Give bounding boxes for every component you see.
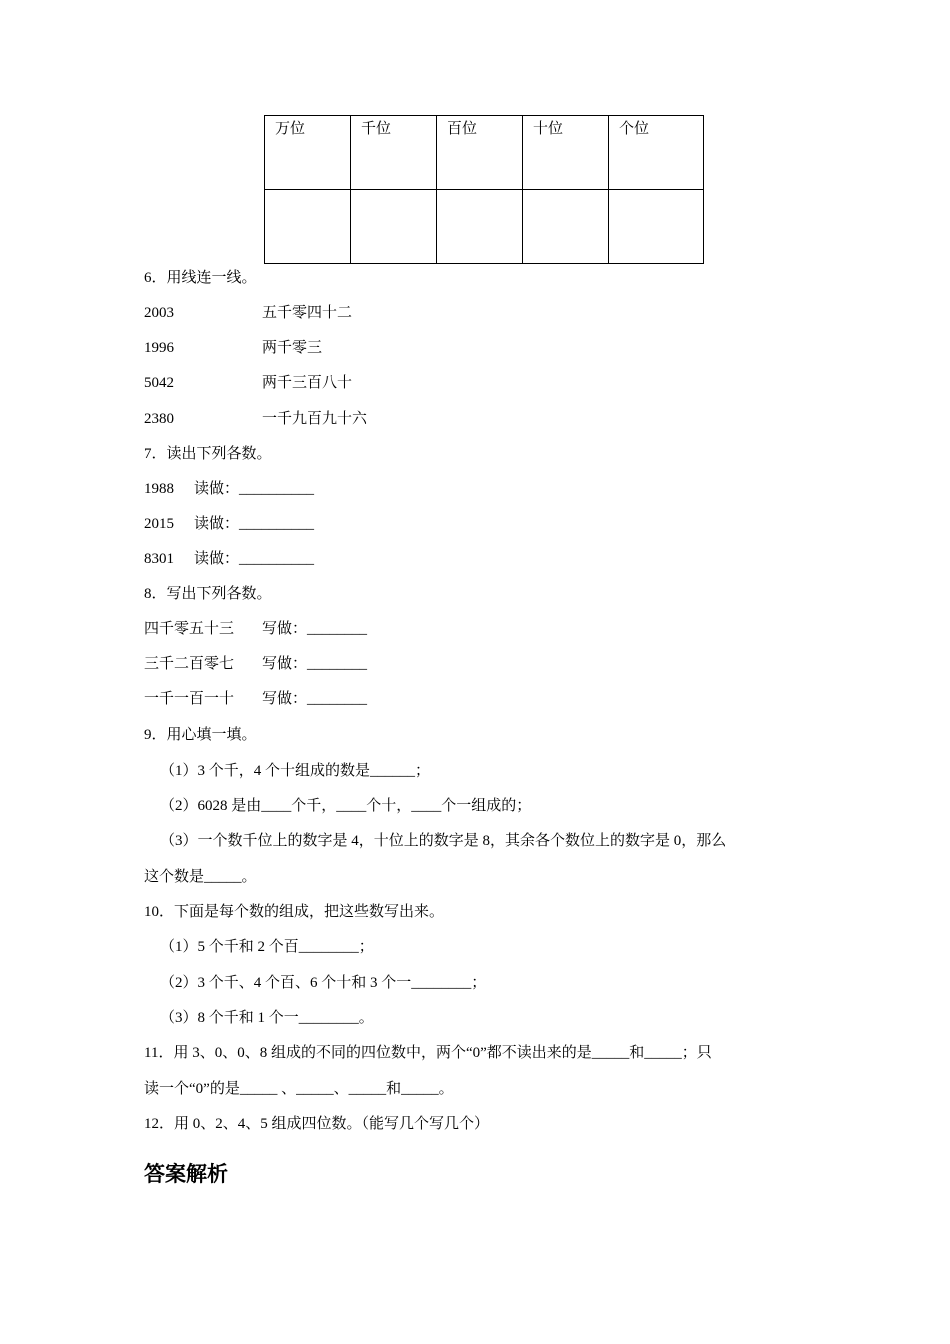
q8-words-3: 一千一百一十 [144, 691, 235, 707]
q11-line-1: 11．用 3、0、0、8 组成的不同的四位数中，两个“0”都不读出来的是_____和_____；只 [144, 1045, 712, 1061]
blank-cell [523, 190, 609, 264]
answer-heading: 答案解析 [144, 1162, 228, 1186]
q7-read-3: 读做：__________ [194, 551, 315, 567]
header-wanwei: 万位 [265, 116, 351, 190]
q6-right-1: 五千零四十二 [262, 305, 353, 321]
q7-num-2: 2015 [144, 516, 174, 532]
q9-part-3b: 这个数是_____。 [144, 869, 257, 885]
blank-cell [609, 190, 704, 264]
q6-title: 6．用线连一线。 [144, 270, 257, 286]
q9-title: 9．用心填一填。 [144, 727, 257, 743]
blank-cell [437, 190, 523, 264]
q10-part-1: （1）5 个千和 2 个百________； [160, 939, 374, 955]
header-qianwei: 千位 [351, 116, 437, 190]
q8-write-1: 写做：________ [262, 621, 368, 637]
q12-line: 12．用 0、2、4、5 组成四位数。（能写几个写几个） [144, 1116, 490, 1132]
q6-right-2: 两千零三 [262, 340, 323, 356]
header-gewei: 个位 [609, 116, 704, 190]
q9-part-2: （2）6028 是由____个千，____个十，____个一组成的； [160, 798, 532, 814]
q10-title: 10．下面是每个数的组成，把这些数写出来。 [144, 904, 445, 920]
blank-cell [265, 190, 351, 264]
q6-right-4: 一千九百九十六 [262, 411, 368, 427]
q10-part-3: （3）8 个千和 1 个一________。 [160, 1010, 374, 1026]
place-value-table [264, 115, 704, 264]
q8-write-3: 写做：________ [262, 691, 368, 707]
q8-words-2: 三千二百零七 [144, 656, 235, 672]
q6-left-3: 5042 [144, 375, 174, 391]
q6-right-3: 两千三百八十 [262, 375, 353, 391]
blank-cell [351, 190, 437, 264]
q7-num-3: 8301 [144, 551, 174, 567]
q6-left-4: 2380 [144, 411, 174, 427]
q7-title: 7．读出下列各数。 [144, 446, 272, 462]
q7-read-1: 读做：__________ [194, 481, 315, 497]
q9-part-1: （1）3 个千，4 个十组成的数是______； [160, 763, 431, 779]
q8-write-2: 写做：________ [262, 656, 368, 672]
q11-line-2: 读一个“0”的是_____ 、_____、_____和_____。 [144, 1081, 454, 1097]
q9-part-3a: （3）一个数千位上的数字是 4，十位上的数字是 8，其余各个数位上的数字是 0，那么 [160, 833, 727, 849]
q7-num-1: 1988 [144, 481, 174, 497]
q7-read-2: 读做：__________ [194, 516, 315, 532]
q6-left-1: 2003 [144, 305, 174, 321]
q8-words-1: 四千零五十三 [144, 621, 235, 637]
q8-title: 8．写出下列各数。 [144, 586, 272, 602]
header-shiwei: 十位 [523, 116, 609, 190]
header-baiwei: 百位 [437, 116, 523, 190]
q10-part-2: （2）3 个千、4 个百、6 个十和 3 个一________； [160, 975, 487, 991]
q6-left-2: 1996 [144, 340, 174, 356]
